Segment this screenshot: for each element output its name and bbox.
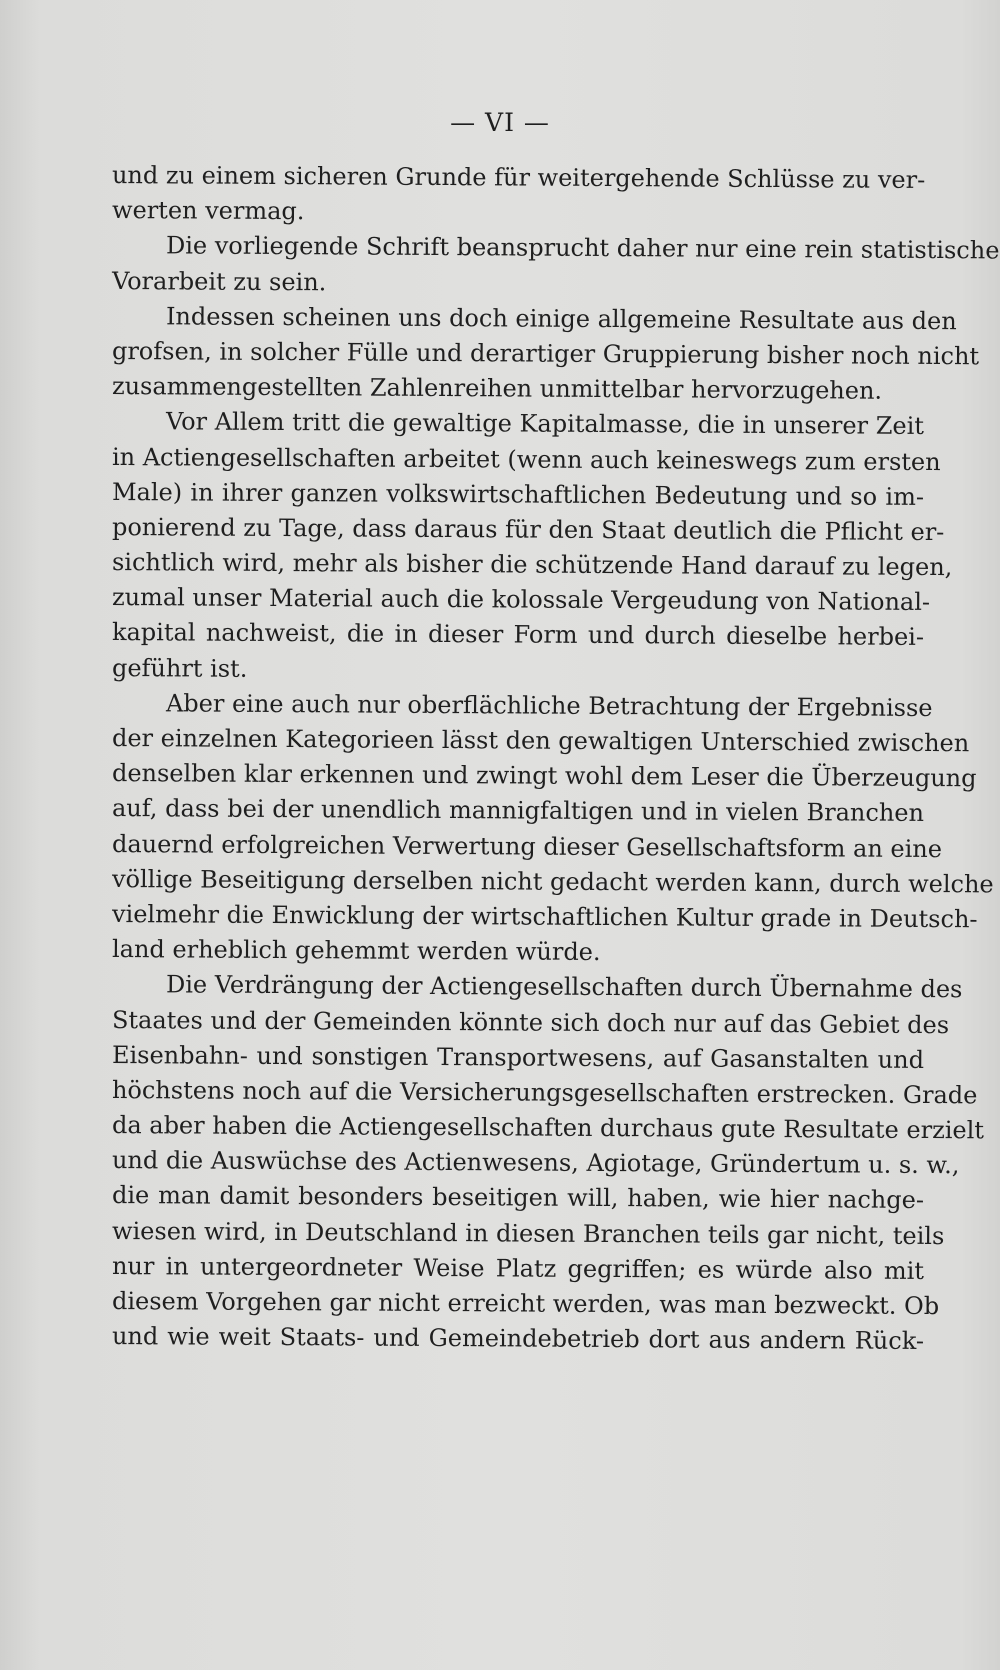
text-line: Die Verdrängung der Actiengesellschaften durch Übernahme des bbox=[165, 970, 963, 1004]
text-line: diesem Vorgehen gar nicht erreicht werden, was man bezweckt. Ob bbox=[111, 1287, 940, 1321]
text-line: vielmehr die Enwicklung der wirtschaftlichen Kultur grade in Deutsch- bbox=[111, 899, 978, 934]
text-line: werten vermag. bbox=[111, 196, 305, 226]
text-line: auf, dass bei der unendlich mannigfaltigen und in vielen Branchen bbox=[111, 794, 925, 828]
text-line: Aber eine auch nur oberflächliche Betrachtung der Ergebnisse bbox=[165, 689, 933, 722]
text-line: zumal unser Material auch die kolossale Vergeudung von National- bbox=[111, 583, 931, 617]
text-line: die man damit besonders beseitigen will, haben, wie hier nachge- bbox=[111, 1181, 925, 1215]
text-line: land erheblich gehemmt werden würde. bbox=[111, 935, 601, 967]
page-number: — VI — bbox=[450, 108, 550, 137]
text-line: der einzelnen Kategorieen lässt den gewaltigen Unterschied zwischen bbox=[111, 724, 970, 758]
text-line: Die vorliegende Schrift beansprucht daher nur eine rein statistische bbox=[165, 231, 1000, 265]
text-line: sichtlich wird, mehr als bisher die schützende Hand darauf zu legen, bbox=[111, 548, 953, 582]
text-line: da aber haben die Actiengesellschaften durchaus gute Resultate erzielt bbox=[111, 1111, 985, 1145]
text-line: Vorarbeit zu sein. bbox=[111, 266, 327, 296]
text-line: Male) in ihrer ganzen volkswirtschaftlichen Bedeutung und so im- bbox=[111, 477, 925, 511]
text-line: Eisenbahn- und sonstigen Transportwesens, auf Gasanstalten und bbox=[111, 1040, 925, 1074]
text-line: Vor Allem tritt die gewaltige Kapitalmasse, die in unserer Zeit bbox=[165, 407, 925, 441]
text-line: wiesen wird, in Deutschland in diesen Branchen teils gar nicht, teils bbox=[111, 1216, 945, 1250]
body-text bbox=[111, 158, 1000, 1356]
text-line: und wie weit Staats- und Gemeindebetrieb dort aus andern Rück- bbox=[111, 1322, 925, 1356]
text-line: höchstens noch auf die Versicherungsgesellschaften erstrecken. Grade bbox=[111, 1075, 978, 1110]
text-line: denselben klar erkennen und zwingt wohl dem Leser die Überzeugung bbox=[111, 759, 977, 793]
text-line: nur in untergeordneter Weise Platz gegriffen; es würde also mit bbox=[111, 1251, 925, 1285]
text-line: und zu einem sicheren Grunde für weitergehende Schlüsse zu ver- bbox=[111, 161, 926, 194]
text-line: völlige Beseitigung derselben nicht gedacht werden kann, durch welche bbox=[111, 864, 994, 899]
text-line: geführt ist. bbox=[111, 653, 248, 683]
text-line: dauernd erfolgreichen Verwertung dieser Gesellschaftsform an eine bbox=[111, 829, 943, 863]
text-line: in Actiengesellschaften arbeitet (wenn auch keineswegs zum ersten bbox=[111, 442, 941, 476]
text-line: Indessen scheinen uns doch einige allgemeine Resultate aus den bbox=[165, 302, 957, 335]
text-line: zusammengestellten Zahlenreihen unmittelbar hervorzugehen. bbox=[111, 372, 883, 405]
text-line: ponierend zu Tage, dass daraus für den Staat deutlich die Pflicht er- bbox=[111, 512, 945, 546]
text-line: kapital nachweist, die in dieser Form und durch dieselbe herbei- bbox=[111, 618, 925, 652]
text-line: und die Auswüchse des Actienwesens, Agiotage, Gründertum u. s. w., bbox=[111, 1146, 960, 1180]
text-line: Staates und der Gemeinden könnte sich doch nur auf das Gebiet des bbox=[111, 1005, 950, 1039]
text-line: grofsen, in solcher Fülle und derartiger Gruppierung bisher noch nicht bbox=[111, 336, 980, 371]
